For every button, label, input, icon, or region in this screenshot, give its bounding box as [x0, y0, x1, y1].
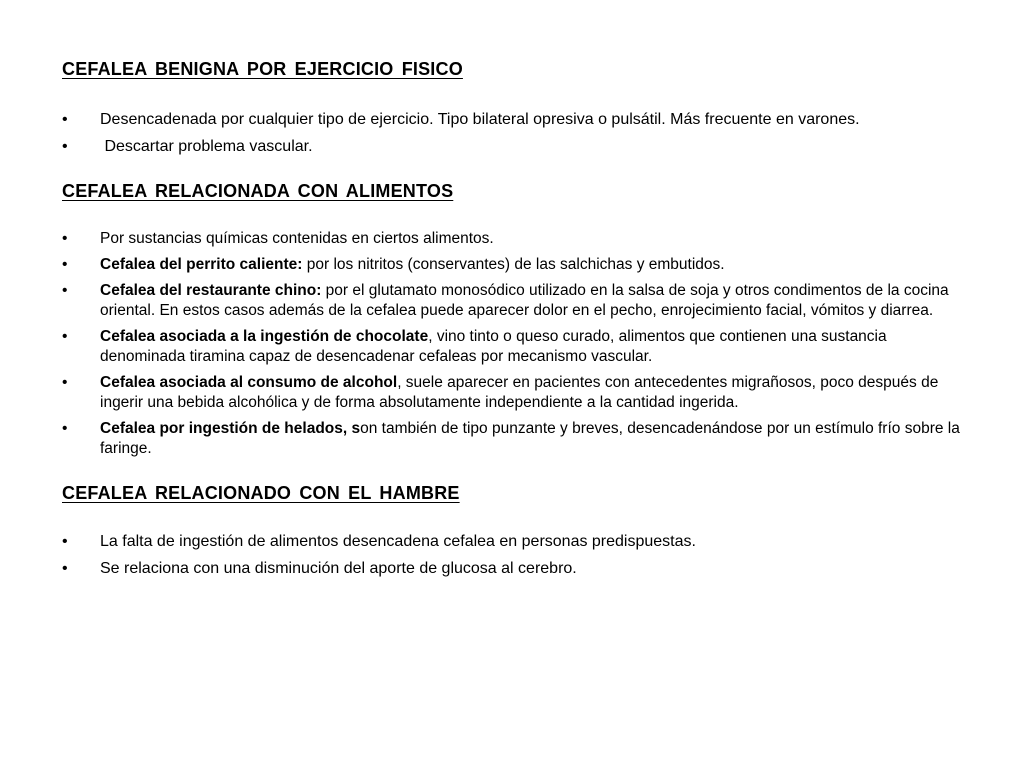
list-item — [62, 559, 962, 580]
item-text: por el glutamato monosódico utilizado en la salsa de soja y otros condimentos de la cocina oriental. En estos casos además de la cefalea puede aparecer dolor en el pecho, enrojecimiento facial, vómitos y diarrea. — [100, 282, 949, 319]
section-heading: CEFALEA RELACIONADA CON ALIMENTOS — [62, 181, 454, 201]
list-item — [62, 419, 962, 459]
list-item — [62, 281, 962, 321]
list-item — [62, 532, 962, 553]
section-hambre — [62, 482, 962, 579]
bullet-icon: • — [62, 111, 68, 128]
bullet-icon: • — [62, 230, 68, 247]
bullet-icon: • — [62, 256, 68, 273]
bullet-icon: • — [62, 374, 68, 391]
item-text: on también de tipo punzante y breves, desencadenándose por un estímulo frío sobre la faringe. — [100, 420, 960, 457]
item-text: por los nitritos (conservantes) de las salchichas y embutidos. — [302, 256, 725, 273]
list-item — [62, 255, 962, 275]
item-bold-text: Cefalea por ingestión de helados, s — [100, 420, 361, 437]
item-bold-text: Cefalea asociada a la ingestión de chocolate — [100, 328, 429, 345]
section-heading: CEFALEA BENIGNA POR EJERCICIO FISICO — [62, 59, 463, 79]
bullet-icon: • — [62, 559, 68, 577]
list-item — [62, 327, 962, 367]
item-text: Se relaciona con una disminución del aporte de glucosa al cerebro. — [100, 559, 577, 577]
bullet-list — [62, 229, 962, 459]
bullet-icon: • — [62, 420, 68, 437]
item-text: Por sustancias químicas contenidas en ciertos alimentos. — [100, 230, 494, 247]
item-text: Descartar problema vascular. — [100, 137, 313, 155]
list-item — [62, 373, 962, 413]
bullet-icon: • — [62, 328, 68, 345]
item-text: , vino tinto o queso curado, alimentos que contienen una sustancia denominada tiramina capaz de desencadenar cefaleas por mecanismo vascular. — [100, 328, 887, 365]
list-item — [62, 137, 962, 158]
item-bold-text: Cefalea asociada al consumo de alcohol — [100, 374, 398, 391]
list-item — [62, 229, 962, 249]
section-alimentos — [62, 180, 962, 459]
slide-content — [62, 58, 962, 585]
bullet-list — [62, 110, 962, 157]
list-item — [62, 110, 962, 131]
bullet-icon: • — [62, 137, 68, 155]
item-text: La falta de ingestión de alimentos desencadena cefalea en personas predispuestas. — [100, 533, 696, 550]
section-ejercicio — [62, 58, 962, 157]
section-heading: CEFALEA RELACIONADO CON EL HAMBRE — [62, 483, 460, 503]
bullet-icon: • — [62, 282, 68, 299]
item-text: , suele aparecer en pacientes con antecedentes migrañosos, poco después de ingerir una bebida alcohólica y de forma absolutamente independiente a la cantidad ingerida. — [100, 374, 939, 411]
bullet-icon: • — [62, 533, 68, 550]
item-bold-text: Cefalea del restaurante chino: — [100, 282, 322, 299]
bullet-list — [62, 532, 962, 579]
item-bold-text: Cefalea del perrito caliente: — [100, 256, 303, 273]
item-text: Desencadenada por cualquier tipo de ejercicio. Tipo bilateral opresiva o pulsátil. Más frecuente en varones. — [100, 111, 860, 128]
